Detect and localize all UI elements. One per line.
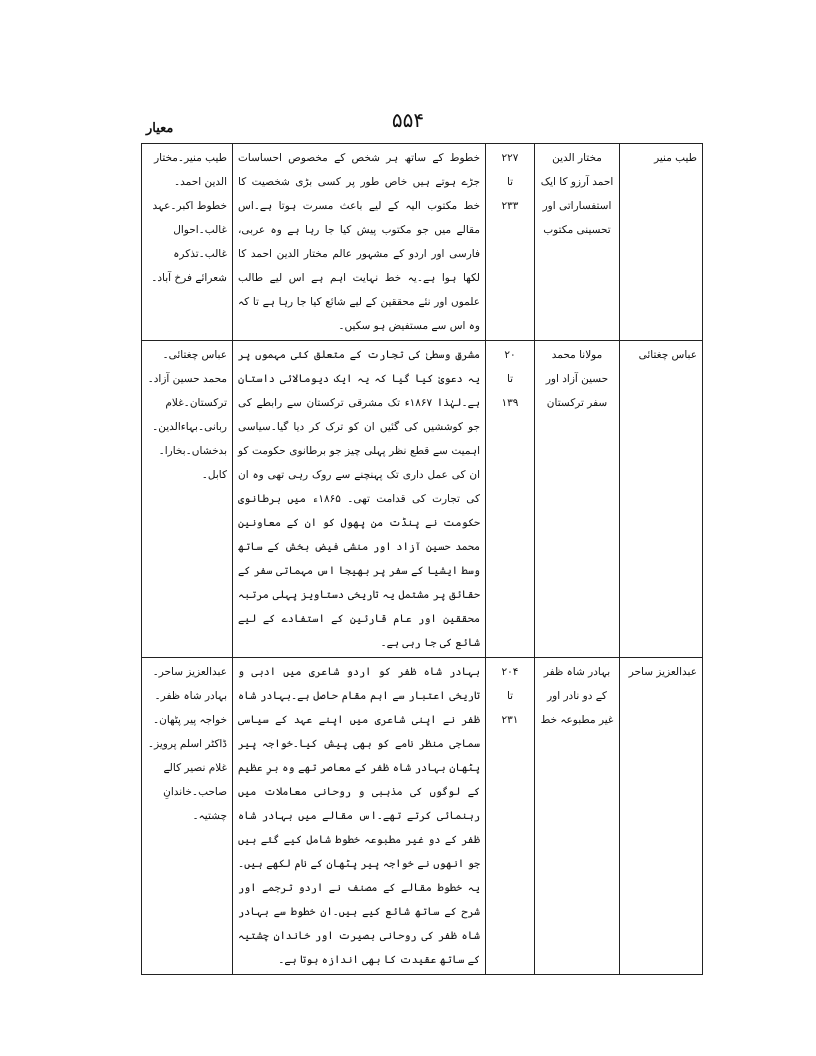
- page-separator: تا: [506, 373, 514, 385]
- pages-cell: [486, 341, 535, 658]
- author-cell: عباس چغتائی: [620, 341, 703, 658]
- title-cell: مولانا محمد حسین آزاد اور سفر ترکستان: [535, 341, 620, 658]
- page-separator: تا: [506, 690, 514, 702]
- page-start: ۲۰: [504, 349, 516, 361]
- summary-cell: مشرقِ وسطیٰ کی تجارت کے متعلق کئی مہموں پر یہ دعویٰ کیا گیا کہ یہ ایک دیومالائی داستان ہے۔لہٰذا ۱۸۶۷ء تک مشرقی ترکستان سے رابطے کی جو کوششیں کی گئیں ان کو ترک کر دیا گیا۔سیاسی اہمیت سے قطع نظر پہلی چیز جو برطانوی حکومت کو ان کی عمل داری تک پہنچنے سے روک رہی تھی وہ ان کی تجارت کی قدامت تھی۔ ۱۸۶۵ء میں برطانوی حکومت نے پنڈت من پھول کو ان کے معاونین محمد حسین آزاد اور منشی فیض بخش کے ساتھ وسط ایشیا کے سفر پر بھیجا اس مہماتی سفر کے حقائق پر مشتمل یہ تاریخی دستاویز پہلی مرتبہ محققین اور عام قارئین کے استفادے کے لیے شائع کی جا رہی ہے۔: [233, 341, 486, 658]
- article-index-table: [141, 143, 703, 975]
- table-row: [142, 144, 703, 341]
- table-row: [142, 341, 703, 658]
- title-cell: بہادر شاہ ظفر کے دو نادر اور غیر مطبوعہ خط: [535, 658, 620, 975]
- keywords-cell: عبدالعزیز ساحر۔بہادر شاہ ظفر۔خواجہ پیر پٹھان۔ڈاکٹر اسلم پرویز۔غلام نصیر کالے صاحب۔خاندانِ چشتیہ۔: [142, 658, 233, 975]
- page-separator: تا: [506, 176, 514, 188]
- author-cell: عبدالعزیز ساحر: [620, 658, 703, 975]
- page-end: ۲۳۱: [501, 714, 519, 726]
- author-cell: طیب منیر: [620, 144, 703, 341]
- title-cell: مختار الدین احمد آرزو کا ایک استفساراتی اور تحسینی مکتوب: [535, 144, 620, 341]
- table-row: [142, 658, 703, 975]
- summary-cell: بہادر شاہ ظفر کو اردو شاعری میں ادبی و تاریخی اعتبار سے اہم مقام حاصل ہے۔بہادر شاہ ظفر نے اپنی شاعری میں اپنے عہد کے سیاسی سماجی منظر نامے کو بھی پیش کیا۔خواجہ پیر پٹھان بہادر شاہ ظفر کے معاصر تھے وہ برِ عظیم کے لوگوں کی مذہبی و روحانی معاملات میں رہنمائی کرتے تھے۔اس مقالے میں بہادر شاہ ظفر کے دو غیر مطبوعہ خطوط شامل کیے گئے ہیں جو انھوں نے خواجہ پیر پٹھان کے نام لکھے ہیں۔یہ خطوط مقالے کے مصنف نے اردو ترجمے اور شرح کے ساتھ شائع کیے ہیں۔ان خطوط سے بہادر شاہ ظفر کی روحانی بصیرت اور خاندانِ چشتیہ کے ساتھ عقیدت کا بھی اندازہ ہوتا ہے۔: [233, 658, 486, 975]
- page-end: ۲۳۳: [501, 200, 519, 212]
- page-number: ۵۵۴: [391, 108, 425, 132]
- keywords-cell: عباس چغتائی۔محمد حسین آزاد۔ترکستان۔غلام ربانی۔بہاءالدین۔بدخشاں۔بخارا۔کابل۔: [142, 341, 233, 658]
- pages-cell: [486, 144, 535, 341]
- journal-name: معیار: [146, 121, 174, 136]
- summary-cell: خطوط کے ساتھ ہر شخص کے مخصوص احساسات جڑے ہوتے ہیں خاص طور پر کسی بڑی شخصیت کا خط مکتوب الیہ کے لیے باعث مسرت ہوتا ہے۔اس مقالے میں جو مکتوب پیش کیا جا رہا ہے وہ عربی، فارسی اور اردو کے مشہور عالم مختار الدین احمد کا لکھا ہوا ہے۔یہ خط نہایت اہم ہے اس لیے طالب علموں اور نئے محققین کے لیے شائع کیا جا رہا ہے تا کہ وہ اس سے مستفیض ہو سکیں۔: [233, 144, 486, 341]
- pages-cell: [486, 658, 535, 975]
- keywords-cell: طیب منیر۔مختار الدین احمد۔خطوط اکبر۔عہد غالب۔احوال غالب۔تذکرہ شعرائے فرخ آباد۔: [142, 144, 233, 341]
- page-end: ۱۳۹: [501, 397, 519, 409]
- page-start: ۲۲۷: [501, 152, 519, 164]
- page-start: ۲۰۴: [501, 666, 519, 678]
